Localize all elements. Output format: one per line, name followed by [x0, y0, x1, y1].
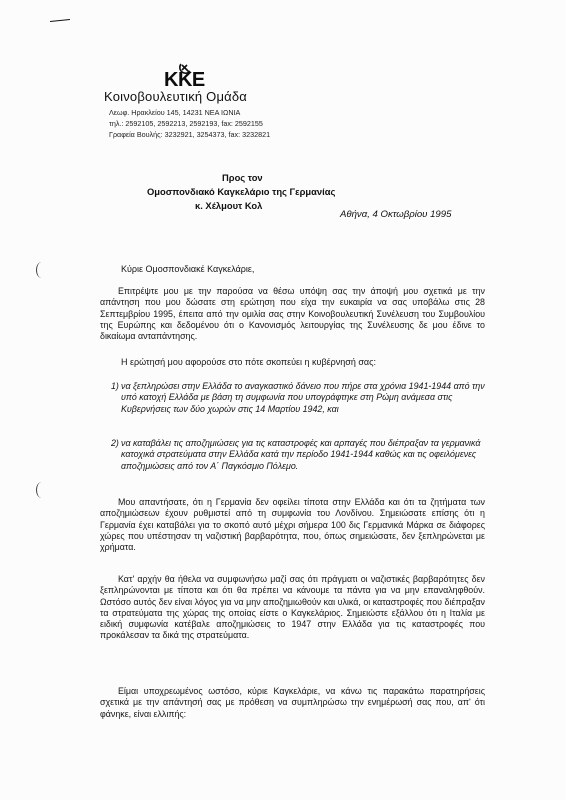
question-intro: Η ερώτησή μου αφορούσε στο πότε σκοπεύει η κυβέρνησή σας:	[121, 357, 376, 367]
list-item-1	[111, 381, 485, 415]
paragraph-1	[100, 286, 485, 342]
list-item-1-number: 1)	[111, 381, 119, 391]
list-item-2-text: να καταβάλει τις αποζημιώσεις για τις καταστροφές και αρπαγές που διέπραξαν τα γερμανικά κατοχικά στρατεύματα στην Ελλάδα κατά την περίοδο 1941-1944 καθώς και τις οφειλόμενες αποζημιώσεις από τον Α΄ Παγκόσμιο Πόλεμο.	[121, 438, 481, 471]
paragraph-2	[100, 497, 485, 553]
paragraph-2-text: Μου απαντήσατε, ότι η Γερμανία δεν οφείλει τίποτα στην Ελλάδα και ότι τα ζητήματα των αποζημιώσεων έχουν ρυθμιστεί από τη συμφωνία του Λονδίνου. Σημειώσατε επίσης ότι η Γερμανία έχει καταβάλει για το σκοπό αυτό μέχρι σήμερα 100 δις Γερμανικά Μάρκα σε διάφορες χώρες που υπέστησαν τη ναζιστική βαρβαρότητα, που, όπως σημειώσατε, δεν ξεπληρώνεται με χρήματα.	[100, 497, 485, 553]
list-item-2-number: 2)	[111, 438, 119, 448]
paragraph-1-text: Επιτρέψτε μου με την παρούσα να θέσω υπόψη σας την άποψή μου σχετικά με την απάντηση που μου δώσατε στη ερώτηση που είχα την ευκαιρία να σας υποβάλω στις 28 Σεπτεμβρίου 1995, έπειτα από την ομιλία σας στην Κοινοβουλευτική Συνέλευση του Συμβουλίου της Ευρώπης και δεδομένου ότι ο Κανονισμός λειτουργίας της Συνέλευσης δε μου έδινε το δικαίωμα ανταπάντησης.	[100, 286, 485, 342]
punch-hole	[36, 482, 47, 498]
recipient-line-1: Προς τον	[222, 172, 263, 183]
pen-mark	[50, 19, 70, 22]
party-logo-text: ΚΚΕ	[164, 69, 205, 91]
address: Λεωφ. Ηρακλείου 145, 14231 ΝΕΑ ΙΩΝΙΑ	[109, 108, 241, 117]
list-item-2	[111, 438, 485, 472]
phones: τηλ.: 2592105, 2592213, 2592193, fax: 2592155	[109, 119, 263, 128]
recipient-line-3: κ. Χέλμουτ Κολ	[195, 200, 263, 211]
paragraph-3	[100, 574, 485, 642]
paragraph-3-text: Κατ' αρχήν θα ήθελα να συμφωνήσω μαζί σας ότι πράγματι οι ναζιστικές βαρβαρότητες δεν ξεπληρώνονται με τίποτα και ότι θα πρέπει να κάνουμε τα πάντα για να μην επαναληφθούν. Ωστόσο αυτός δεν είναι λόγος για να μην αποζημιωθούν και υλικά, οι καταστροφές που διέπραξαν τα στρατεύματα της χώρας της οποίας είστε ο Καγκελάριος. Σημειώστε εξάλλου ότι η Ιταλία με ειδική συμφωνία κατέβαλε αποζημιώσεις το 1947 στην Ελλάδα για τις καταστροφές που προκάλεσαν τα δικά της στρατεύματα.	[100, 574, 485, 641]
recipient-line-2: Ομοσπονδιακό Καγκελάριο της Γερμανίας	[147, 186, 336, 197]
list-item-1-text: να ξεπληρώσει στην Ελλάδα το αναγκαστικό δάνειο που πήρε στα χρόνια 1941-1944 από την υπό κατοχή Ελλάδα με βάση τη συμφωνία που υπογράφτηκε στη Ρώμη ανάμεσα στις Κυβερνήσεις των δύο χωρών στις 14 Μαρτίου 1942, και	[121, 381, 485, 414]
party-logo	[160, 62, 212, 90]
parliament-offices: Γραφεία Βουλής: 3232921, 3254373, fax: 3232821	[109, 130, 271, 139]
letter-date: Αθήνα, 4 Οκτωβρίου 1995	[340, 209, 452, 220]
paragraph-4-text: Είμαι υποχρεωμένος ωστόσο, κύριε Καγκελάριε, να κάνω τις παρακάτω παρατηρήσεις σχετικά με την απάντησή σας με πρόθεση να συμπληρώσω την ενημέρωσή σας που, απ' ότι φάνηκε, είναι ελλιπής:	[100, 686, 485, 719]
salutation: Κύριε Ομοσπονδιακέ Καγκελάριε,	[121, 264, 255, 274]
punch-hole	[36, 262, 47, 278]
paragraph-4	[100, 686, 485, 720]
group-name: Κοινοβουλευτική Ομάδα	[104, 89, 248, 104]
